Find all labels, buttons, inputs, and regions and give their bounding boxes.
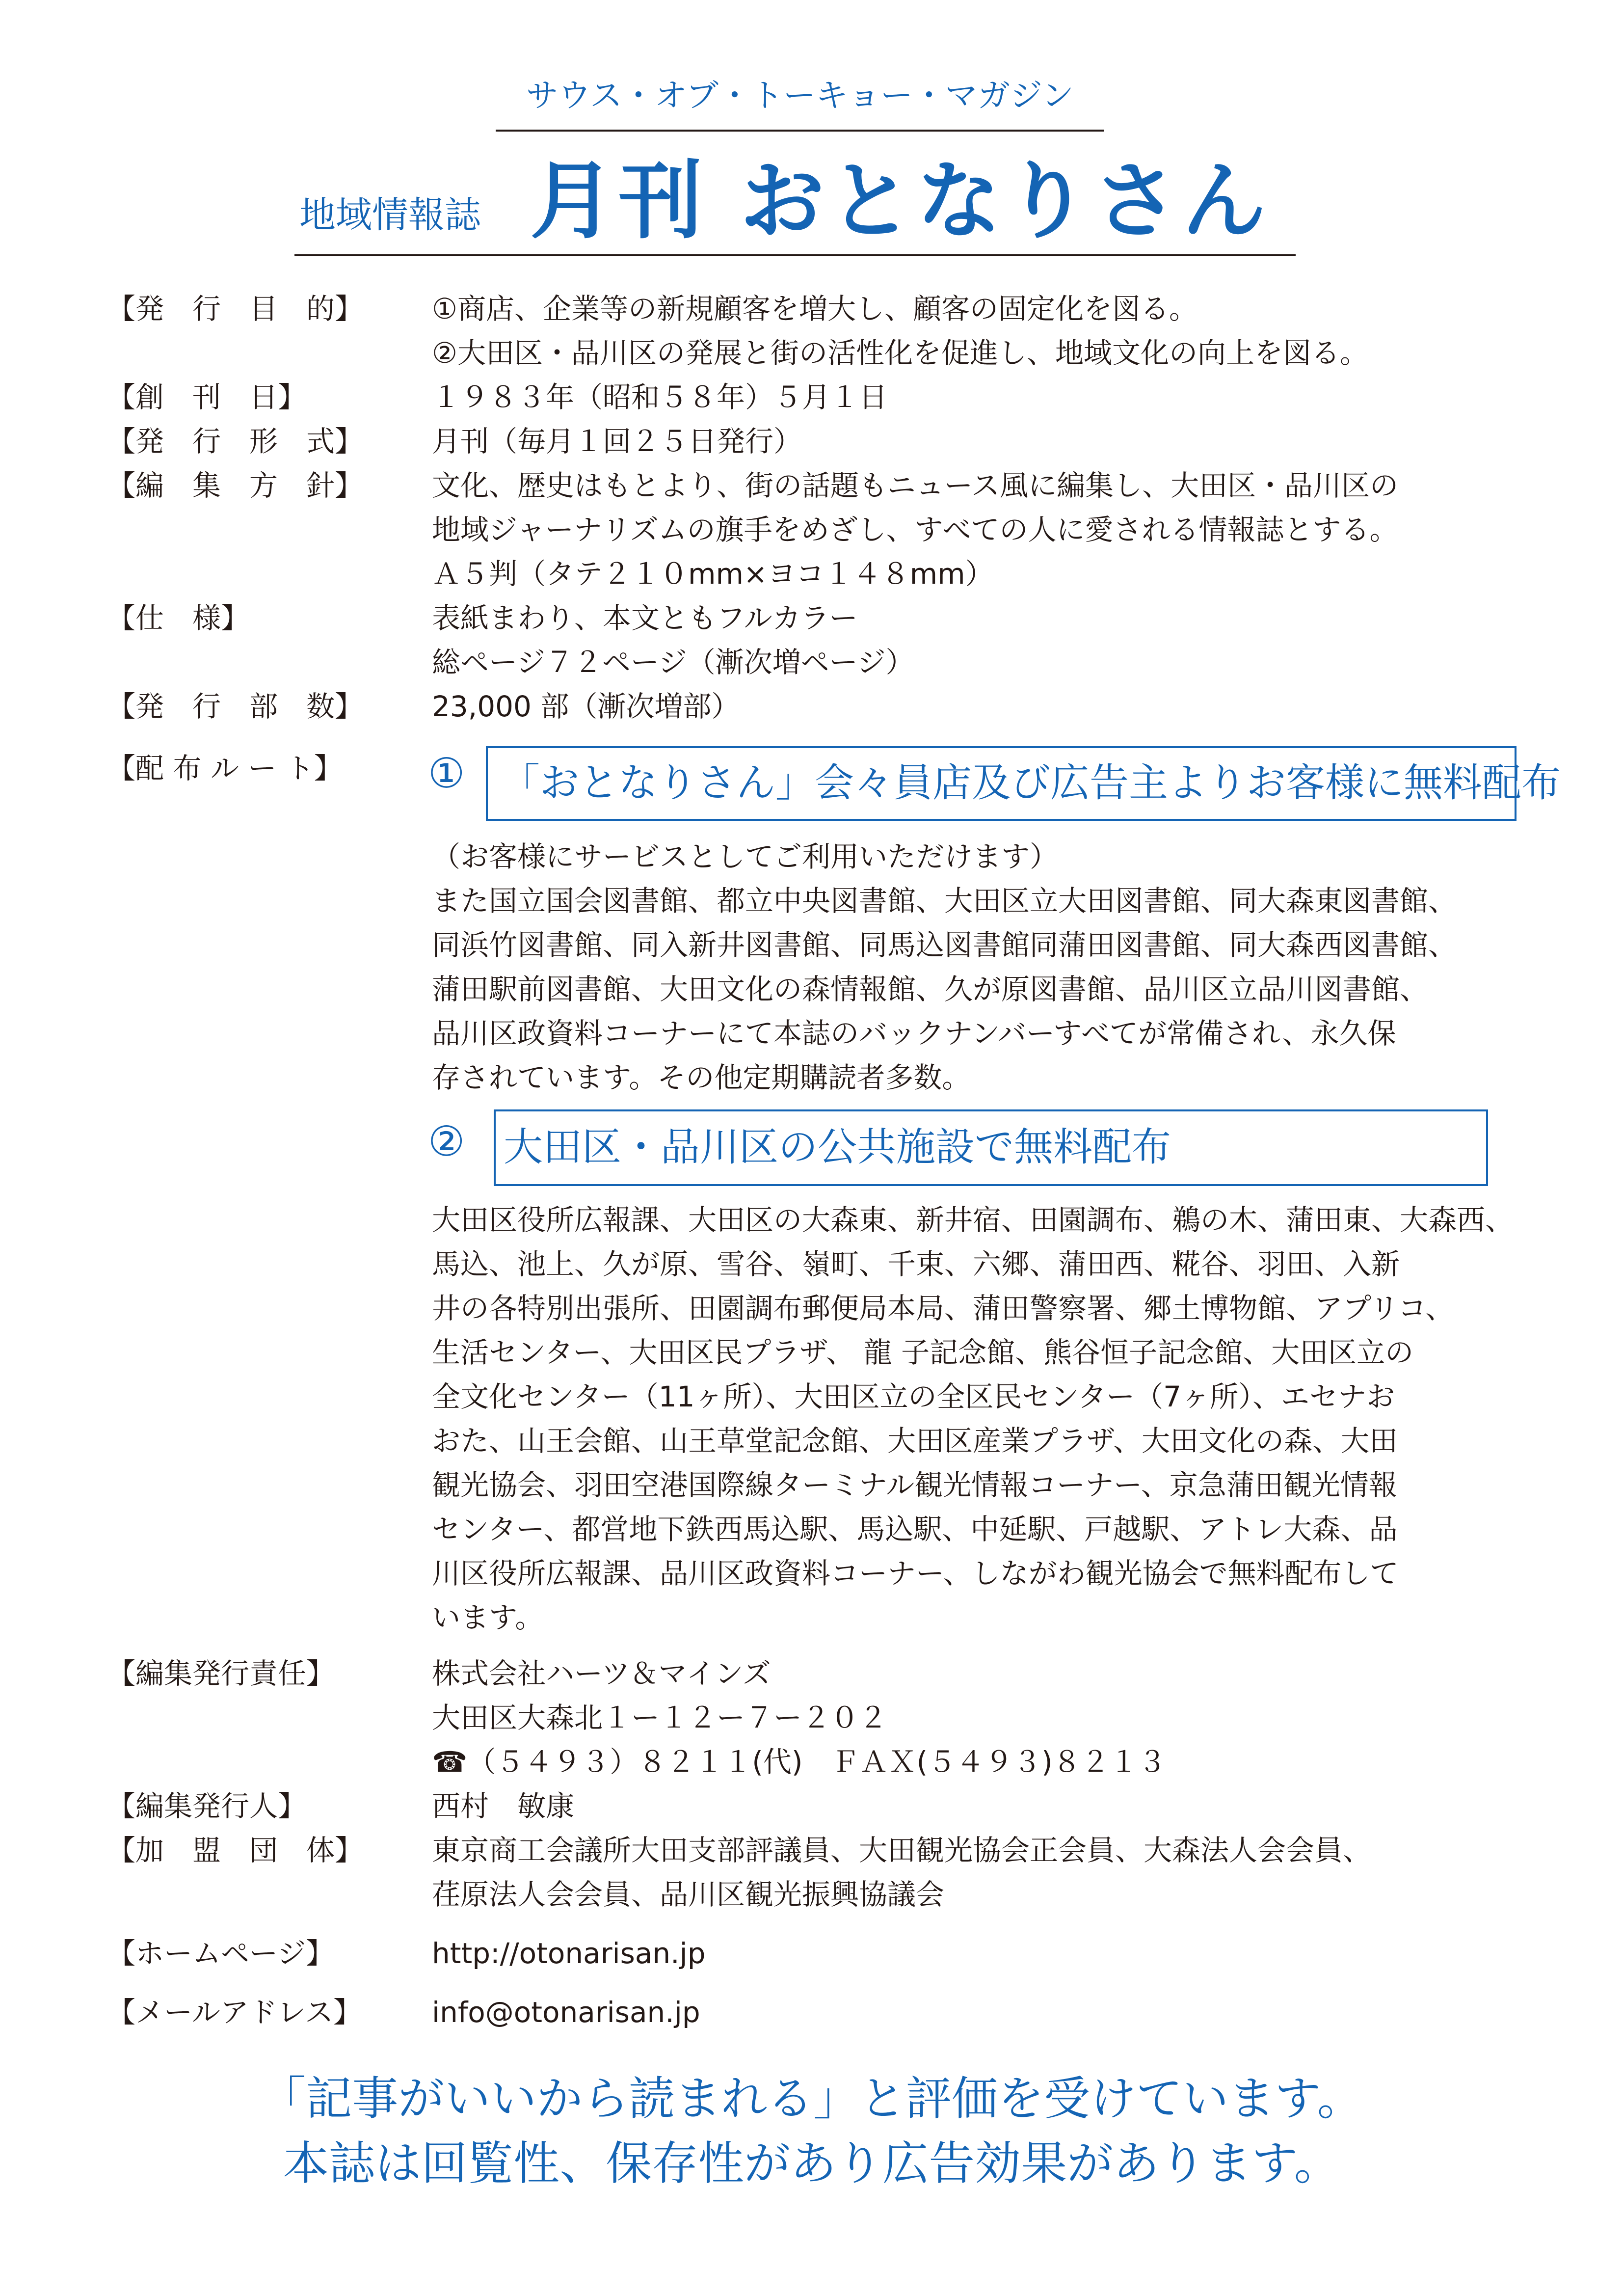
route-2-line-6: おた、山王会館、山王草堂記念館、大田区産業プラザ、大田文化の森、大田	[432, 1424, 1398, 1458]
route-2-line-3: 井の各特別出張所、田園調布郵便局本局、蒲田警察署、郷土博物館、アプリコ、	[432, 1292, 1454, 1325]
policy-line-1: 文化、歴史はもとより、街の話題もニュース風に編集し、大田区・品川区の	[432, 469, 1399, 502]
circulation-label: 【発 行 部 数】	[107, 690, 364, 723]
purpose-line-2: ②大田区・品川区の発展と街の活性化を促進し、地域文化の向上を図る。	[432, 336, 1368, 370]
editor-name: 西村 敏康	[432, 1789, 575, 1823]
homepage-label: 【ホームページ】	[107, 1937, 334, 1970]
footer-line-2: 本誌は回覧性、保存性があり広告効果があります。	[283, 2137, 1340, 2190]
spec-label: 【仕 様】	[107, 601, 250, 635]
route-2-line-8: センター、都営地下鉄西馬込駅、馬込駅、中延駅、戸越駅、アトレ大森、品	[432, 1513, 1398, 1546]
spec-line-1: 表紙まわり、本文ともフルカラー	[432, 601, 858, 635]
policy-label: 【編 集 方 針】	[107, 469, 364, 502]
route-2-line-4: 生活センター、大田区民プラザ、 龍 子記念館、熊谷恒子記念館、大田区立の	[432, 1336, 1414, 1369]
publisher-phone: ☎（５４９３）８２１１(代) ＦＡＸ(５４９３)８２１３	[432, 1745, 1167, 1779]
tagline-underline	[496, 130, 1104, 132]
genre-label: 地域情報誌	[299, 194, 481, 236]
route-1-number: ①	[428, 749, 465, 797]
route-2-line-2: 馬込、池上、久が原、雪谷、嶺町、千束、六郷、蒲田西、糀谷、羽田、入新	[432, 1247, 1400, 1281]
circulation-value: 23,000 部（漸次増部）	[432, 690, 740, 723]
policy-line-2: 地域ジャーナリズムの旗手をめざし、すべての人に愛される情報誌とする。	[432, 513, 1398, 546]
format-label: 【発 行 形 式】	[107, 425, 364, 458]
publisher-address: 大田区大森北１ー１２ー７ー２０２	[432, 1701, 888, 1734]
route-1-heading: 「おとなりさん」会々員店及び広告主よりお客様に無料配布	[501, 760, 1561, 806]
route-2-line-1: 大田区役所広報課、大田区の大森東、新井宿、田園調布、鵜の木、蒲田東、大森西、	[432, 1203, 1514, 1237]
email-link[interactable]: info@otonarisan.jp	[432, 1996, 700, 2029]
route-2-line-7: 観光協会、羽田空港国際線ターミナル観光情報コーナー、京急蒲田観光情報	[432, 1468, 1397, 1502]
publisher-label: 【編集発行責任】	[107, 1657, 335, 1690]
route-1-line-2: また国立国会図書館、都立中央図書館、大田区立大田図書館、同大森東図書館、	[432, 884, 1457, 918]
route-2-heading: 大田区・品川区の公共施設で無料配布	[504, 1124, 1171, 1170]
route-2-line-5: 全文化センター（11ヶ所）、大田区立の全区民センター（7ヶ所）、エセナお	[432, 1380, 1395, 1413]
policy-line-3: Ａ５判（タテ２１０mm×ヨコ１４８mm）	[432, 557, 994, 591]
publisher-name: 株式会社ハーツ＆マインズ	[432, 1657, 771, 1690]
format-value: 月刊（毎月１回２５日発行）	[432, 425, 802, 458]
editor-label: 【編集発行人】	[107, 1789, 307, 1823]
route-2-line-9: 川区役所広報課、品川区政資料コーナー、しながわ観光協会で無料配布して	[432, 1557, 1399, 1590]
masthead-underline	[294, 254, 1296, 256]
membership-label: 【加 盟 団 体】	[107, 1834, 364, 1867]
route-label: 【配 布 ル ー ト】	[107, 752, 343, 785]
founded-value: １９８３年（昭和５８年）５月１日	[432, 380, 888, 414]
route-1-line-5: 品川区政資料コーナーにて本誌のバックナンバーすべてが常備され、永久保	[432, 1017, 1396, 1050]
route-2-number: ②	[428, 1117, 465, 1165]
tagline: サウス・オブ・トーキョー・マガジン	[526, 77, 1074, 114]
footer-message	[0, 2067, 1623, 2196]
purpose-line-1: ①商店、企業等の新規顧客を増大し、顧客の固定化を図る。	[432, 292, 1197, 325]
route-1-line-3: 同浜竹図書館、同入新井図書館、同馬込図書館同蒲田図書館、同大森西図書館、	[432, 928, 1457, 962]
route-1-line-6: 存されています。その他定期購読者多数。	[432, 1061, 971, 1094]
homepage-link[interactable]: http://otonarisan.jp	[432, 1937, 706, 1970]
spec-line-2: 総ページ７２ページ（漸次増ページ）	[432, 646, 914, 679]
purpose-label: 【発 行 目 的】	[107, 292, 364, 325]
membership-line-1: 東京商工会議所大田支部評議員、大田観光協会正会員、大森法人会会員、	[432, 1834, 1372, 1867]
route-1-line-4: 蒲田駅前図書館、大田文化の森情報館、久が原図書館、品川区立品川図書館、	[432, 972, 1429, 1006]
email-label: 【メールアドレス】	[107, 1996, 362, 2029]
membership-line-2: 荏原法人会会員、品川区観光振興協議会	[432, 1878, 945, 1911]
founded-label: 【創 刊 日】	[107, 380, 307, 414]
route-2-line-10: います。	[432, 1601, 544, 1634]
route-1-line-1: （お客様にサービスとしてご利用いただけます）	[432, 840, 1059, 873]
masthead-title: 月刊 おとなりさん	[530, 152, 1270, 250]
footer-line-1: 「記事がいいから読まれる」と評価を受けています。	[260, 2072, 1363, 2126]
